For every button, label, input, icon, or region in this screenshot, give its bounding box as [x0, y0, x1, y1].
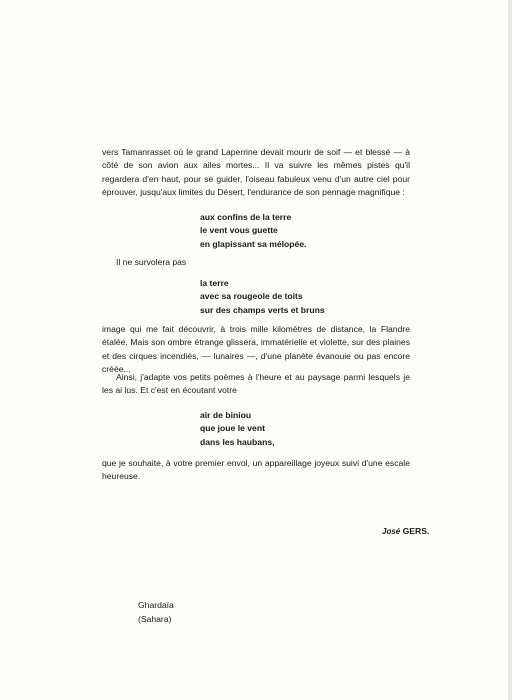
verse-2-line-3: sur des champs verts et bruns: [200, 304, 325, 315]
verse-1: [200, 211, 307, 251]
verse-1-line-1: aux confins de la terre: [200, 212, 292, 222]
verse-3-line-2: que joue le vent: [200, 423, 265, 434]
paragraph-3: image qui me fait découvrir, à trois mille kilomètres de distance, la Flandre étalée. Mais son ombre étrange glissera, immatérielle et violette, sur des plaines et des cirques incendiés, — lunaires —, d'une planète évanouie ou pas encore créée...: [102, 324, 410, 375]
verse-1-line-2: le vent vous guette: [200, 225, 278, 236]
verse-3: [200, 409, 275, 449]
verse-1-line-3: en glapissant sa mélopée.: [200, 238, 307, 249]
paragraph-2: Il ne survolera pas: [116, 257, 187, 267]
signature-last-name: GERS.: [402, 526, 430, 536]
signature-first-name: José: [382, 527, 401, 536]
signature: [382, 526, 429, 536]
verse-3-line-3: dans les haubans,: [200, 436, 275, 447]
verse-2: [200, 277, 325, 317]
verse-2-line-1: la terre: [200, 278, 229, 288]
paragraph-5: que je souhaite, à votre premier envol, un appareillage joyeux suivi d'une escale heureuse.: [102, 458, 410, 482]
location-city: Ghardaïa: [138, 600, 174, 610]
paragraph-4: Ainsi, j'adapte vos petits poèmes à l'heure et au paysage parmi lesquels je les ai lus. Et c'est en écoutant votre: [102, 372, 410, 396]
verse-3-line-1: air de biniou: [200, 410, 252, 420]
paragraph-1: vers Tamanrasset où le grand Laperrine devait mourir de soif — et blessé — à côté de son avion aux ailes mortes... Il va suivre les mêmes pistes qu'il regardera d'en haut, pour se guider, l'oiseau fabuleux venu d'un autre ciel pour éprouver, jusqu'aux limites du Désert, l'endurance de son pennage magnifique :: [102, 147, 410, 198]
verse-2-line-2: avec sa rougeole de toits: [200, 291, 303, 302]
page-edge: [508, 0, 512, 700]
location-region: (Sahara): [138, 614, 172, 624]
